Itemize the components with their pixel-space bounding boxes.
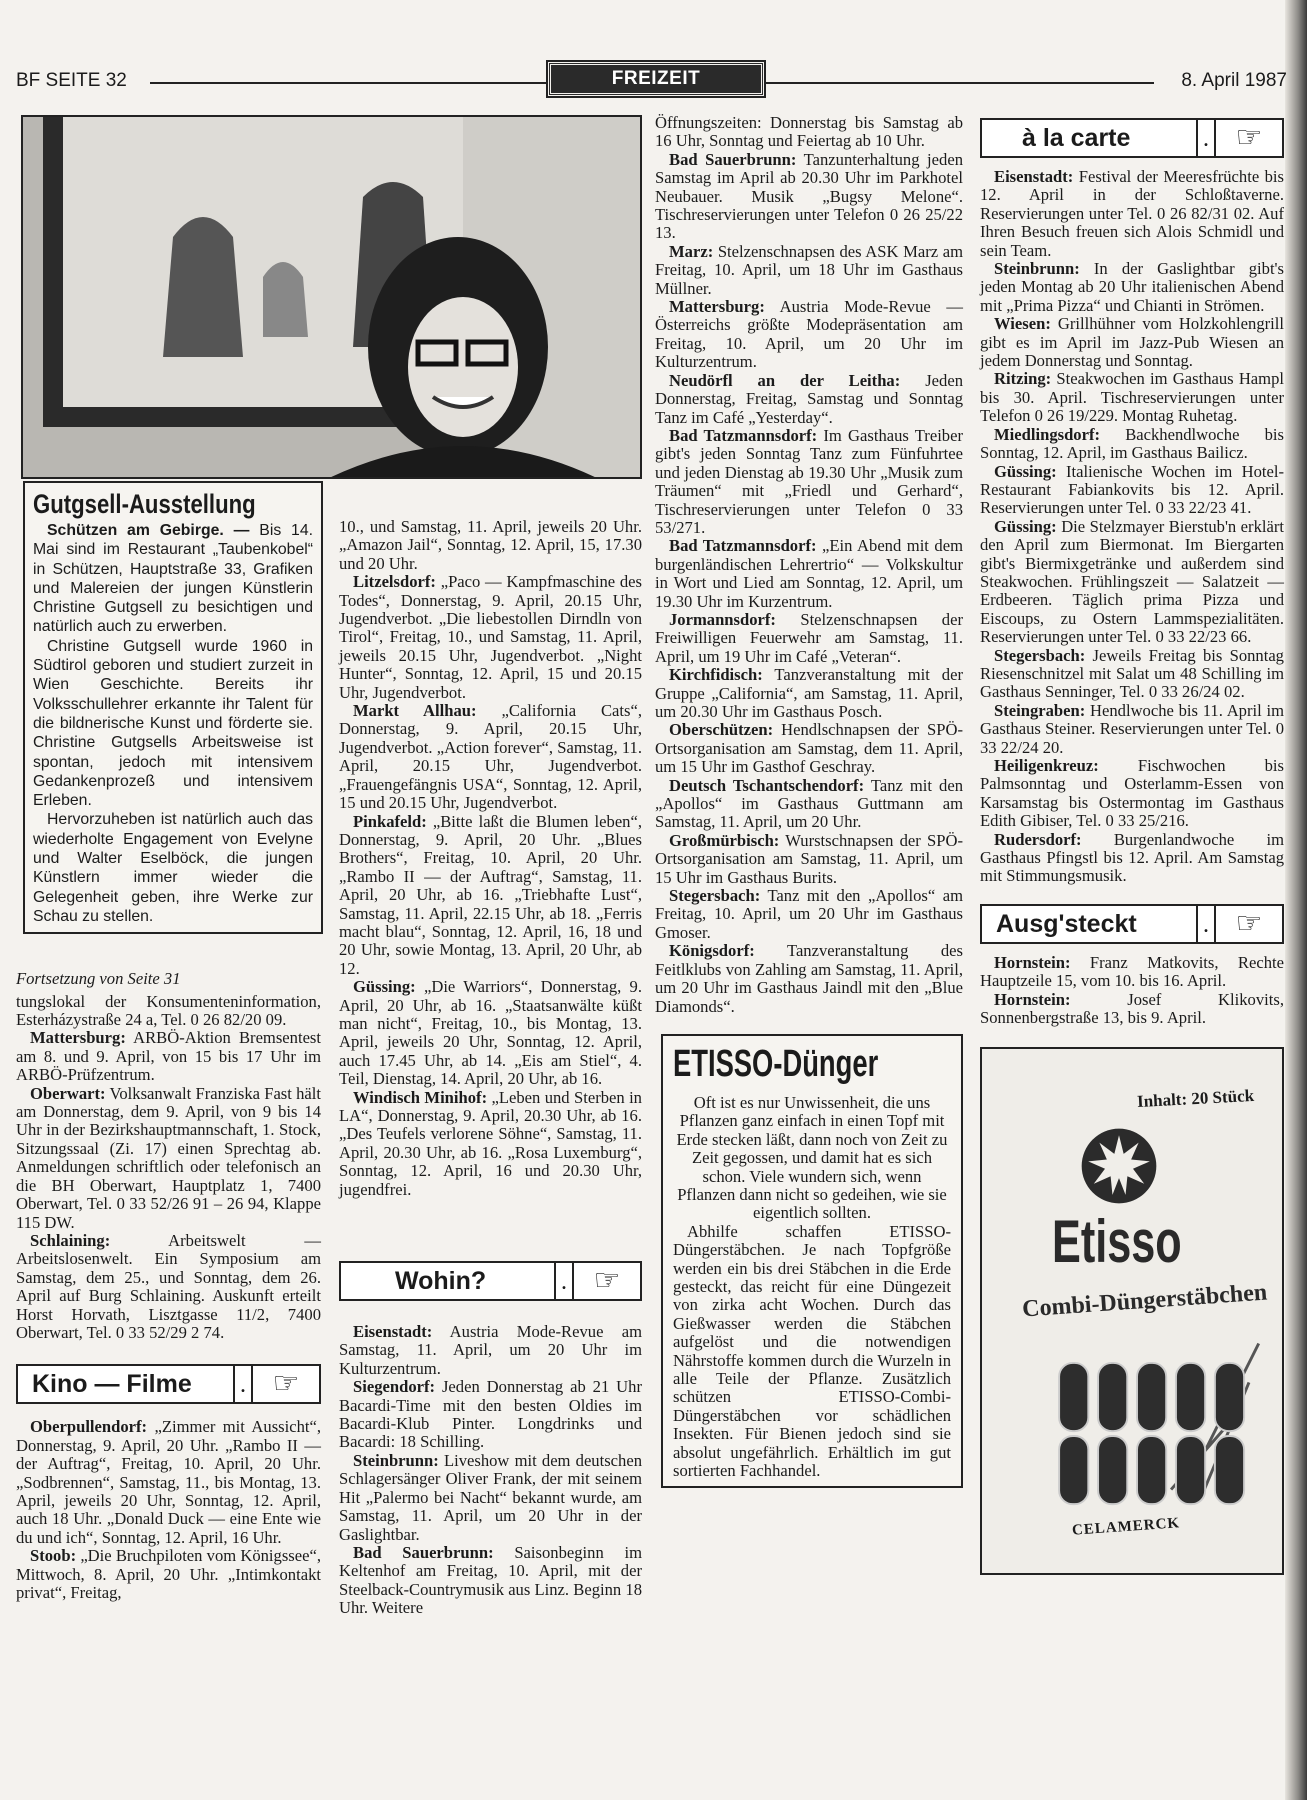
article-paragraph: Bis 14. Mai sind im Restaurant „Taubenkobel“ in Schützen, Hauptstraße 33, Grafiken und Malereien der jungen Künstlerin Christine Gutgsell zu besichtigen und natürlich auch zu erwerben. [33,522,314,636]
listing-entry [16,1418,321,1547]
sun-logo-icon [1077,1124,1161,1208]
listing-place: Ritzing: [994,369,1052,389]
listing-place: Bad Tatzmannsdorf: [669,536,817,556]
listing-text: Tanz mit den „Apollos“ im Gasthaus Guttmann am Samstag, 11. April, um 20 Uhr. [655,775,963,832]
listing-text: Jeweils Freitag bis Sonntag Riesenschnitzel mit Salat um 48 Schilling im Gasthaus Senninger, Tel. 0 33 26/24 02. [980,645,1284,702]
column-1 [16,970,321,1602]
listing-place: Litzelsdorf: [353,572,436,592]
listing-text: Hendlschnapsen der SPÖ-Ortsorganisation am Samstag, dem 11. April, um 15 Uhr im Gasthof Geschray. [655,720,964,777]
listing-entry [16,1547,321,1602]
listing-place: Güssing: [353,977,416,997]
listing-entry [16,993,321,1030]
listing-entry [655,151,963,243]
listing-entry [339,573,642,702]
listing-place: Bad Sauerbrunn: [669,149,797,169]
listing-entry [655,114,963,151]
section-title: Wohin? [395,1267,487,1296]
listing-text: Saisonbeginn im Keltenhof am Freitag, 10. April, mit der Steelback-Countrymusik aus Linz. Beginn 18 Uhr. Weitere [339,1542,642,1618]
listing-entry [16,1029,321,1084]
listing-text: Jeden Donnerstag, Freitag, Samstag und Sonntag Tanz im Café „Yesterday“. [655,370,963,427]
listing-place: Rudersdorf: [994,829,1082,849]
listing-text: „Zimmer mit Aussicht“, Donnerstag, 9. April, 20 Uhr. „Rambo II — der Auftrag“, Freitag, 10. April, 20 Uhr. „Sodbrennen“, Samstag, 11., bis Montag, 13. April, jeweils 20 Uhr, Sonntag, 12. April, auch 18 Uhr. „Donald Duck — eine Ente wie du und ich“, Sonntag, 12. April, 16 Uhr. [16,1417,322,1547]
left-flow [16,481,323,1602]
listing-place: Mattersburg: [30,1028,126,1048]
listing-text: Josef Klikovits, Sonnenbergstraße 13, bis 9. April. [980,989,1284,1028]
listing-text: Burgenlandwoche im Gasthaus Pfingstl bis 12. April. Am Samstag mit Stimmungsmusik. [980,829,1284,886]
listing-text: Stelzenschnapsen der Freiwilligen Feuerwehr am Samstag, 11. April, um 19 Uhr im Café „Veteran“. [655,609,963,666]
page-number: BF SEITE 32 [16,70,127,91]
listing-text: Volksanwalt Franziska Fast hält am Donnerstag, dem 9. April, von 9 bis 14 Uhr in der Bezirkshauptmannschaft, 1. Stock, Sitzungssaal (Zi. 17) einen Sprechtag ab. Anmeldungen schriftlich oder telefonisch an die BH Oberwart, Hauptplatz 1, 7400 Oberwart, Tel. 0 33 52/26 91 – 26 94, Klappe 115 DW. [16,1083,321,1232]
listing-place: Königsdorf: [669,941,755,961]
section-title: à la carte [1022,124,1131,152]
fertilizer-article [661,1034,963,1489]
section-label: FREIZEIT [548,62,764,96]
article-body: Abhilfe schaffen ETISSO-Düngerstäbchen. Je nach Topfgröße werden ein bis drei Stäbchen in die Erde gesteckt, das reicht für eine Düngezeit von zirka acht Wochen. Durch das Gießwasser werden die Stäbchen aufgelöst und die notwendigen Nährstoffe kommen durch die Wurzeln in alle Teile der Pflanze. Zusätzlich schützen ETISSO-Combi-Düngerstäbchen vor schädlichen Insekten. Für Bienen jedoch sind sie absolut ungefährlich. Erhältlich im gut sortierten Fachhandel. [673,1221,951,1481]
pointing-hand-icon: ☞ [272,1366,300,1402]
listing-text: tungslokal der Konsumenteninformation, Esterházystraße 24 a, Tel. 0 26 82/20 09. [16,991,321,1030]
listing-place: Windisch Minihof: [353,1087,488,1107]
product-brand: Etisso [1052,1208,1182,1276]
listing-place: Siegendorf: [353,1377,436,1397]
article-headline: ETISSO-Dünger [673,1042,879,1085]
section-title: Ausg'steckt [996,909,1137,938]
column-3 [655,114,963,1016]
dot-marker: . [1196,906,1216,942]
listing-place: Oberpullendorf: [30,1417,148,1437]
listing-text: Im Gasthaus Treiber gibt's jeden Sonntag Tanz zum Fünfuhrtee und jeden Dienstag ab 19.30 Uhr „Musik zum Träumen“ mit „Friedl und Gerhard“, Tischreservierungen unter Telefon 0 33 53/271. [655,425,963,537]
listing-entry [980,647,1284,702]
column-4-flow [980,118,1284,1575]
listing-place: Mattersburg: [669,297,765,317]
article-paragraph: Hervorzuheben ist natürlich auch das wiederholte Engagement von Evelyne und Walter Eselböck, die jungen Künstlern immer wieder die Gelegenheit geben, ihre Werke zur Schau zu stellen. [33,811,313,925]
listing-place: Bad Sauerbrunn: [353,1542,494,1562]
manufacturer: CELAMERCK [1071,1515,1181,1540]
listing-entry [980,518,1284,647]
listing-text: „California Cats“, Donnerstag, 9. April, 20.15 Uhr, Jugendverbot. „Action forever“, Samstag, 11. April, 20.15 Uhr, Jugendverbot. „Frauengefängnis USA“, Sonntag, 12. April, 15 und 20.15 Uhr, Jugendverbot. [339,701,643,813]
listing-text: ARBÖ-Aktion Bremsentest am 8. und 9. April, von 15 bis 17 Uhr im ARBÖ-Prüfzentrum. [16,1028,322,1085]
dateline: Schützen am Gebirge. — [47,522,250,539]
listing-text: Die Stelzmayer Bierstub'n erklärt den April zum Biermonat. Im Biergarten gibt's Biermixgetränke und außerdem sind Steakwochen. Frühlingszeit — Salatzeit — Erdbeeren. Täglich prima Pizza und Eiscoups, zu Ostern Lammspezialitäten. Reservierungen unter Tel. 0 33 22/23 66. [980,516,1284,647]
listing-place: Oberschützen: [669,720,774,740]
listing-place: Güssing: [994,461,1057,481]
exhibition-article [23,481,323,934]
section-header-ausgsteckt [980,904,1284,944]
artist-photo [21,115,642,479]
listing-place: Eisenstadt: [353,1322,433,1342]
listing-place: Neudörfl an der Leitha: [669,370,901,390]
listing-entry [980,426,1284,463]
pointing-hand-icon: ☞ [593,1263,621,1299]
product-name: Combi-Düngerstäbchen [1021,1279,1268,1323]
listing-text: Liveshow mit dem deutschen Schlagersänger Oliver Frank, der mit seinem Hit „Palermo bei Nacht“ bekannt wurde, am Samstag, 11. April, um 20 Uhr in der Gaslightbar. [339,1450,642,1544]
listing-text: „Die Warriors“, Donnerstag, 9. April, 20 Uhr, ab 16. „Staatsanwälte küßt man nicht“, Freitag, 10., bis Montag, 13. April, jeweils 20 Uhr, Sonntag, 12. April, auch 17.45 Uhr, ab 14. „Eis am Stiel“, 4. Teil, Dienstag, 14. April, 20 Uhr, ab 16. [339,977,642,1089]
fertilizer-sticks-illustration [1002,1324,1272,1509]
listing-entry [655,721,963,776]
listing-entry [980,702,1284,757]
listing-text: Grillhühner vom Holzkohlengrill gibt es im April im Jazz-Pub Wiesen an jedem Donnerstag und Sonntag. [980,314,1284,371]
listing-entry [655,611,963,666]
column-4 [980,118,1284,1027]
listing-place: Steingraben: [994,700,1086,720]
listing-entry [980,168,1284,260]
listing-entry [980,315,1284,370]
header-rule [150,82,548,84]
article-headline: Gutgsell-Ausstellung [33,489,256,519]
listing-text: Tanzveranstaltung des Feitlklubs von Zahling am Samstag, 11. April, um 20 Uhr im Gasthaus Jaindl mit den „Blue Diamonds“. [655,941,963,1016]
listing-entry [655,298,963,372]
listing-text: Tanz mit den „Apollos“ am Freitag, 10. April, um 20 Uhr im Gasthaus Gmoser. [655,886,963,942]
listing-entry [16,1085,321,1232]
listing-entry [980,991,1284,1028]
listing-text: Arbeitswelt — Arbeitslosenwelt. Ein Symposium am Samstag, dem 25., und Sonntag, dem 26. April auf Burg Schlaining. Auskunft erteilt Horst Horvath, Lisztgasse 11/2, 7400 Oberwart, Tel. 0 33 52/29 2 74. [16,1230,321,1342]
listing-text: Fischwochen bis Palmsonntag und Osterlamm-Essen von Karsamstag bis Ostermontag im Gasthaus Edith Gibiser, Tel. 0 33 25/216. [980,756,1284,831]
listing-place: Heiligenkreuz: [994,756,1099,775]
listing-place: Hornstein: [994,989,1071,1009]
listing-place: Steinbrunn: [353,1450,439,1470]
section-title: Kino — Filme [32,1370,192,1399]
dot-marker: . [554,1263,574,1299]
listing-place: Steinbrunn: [994,259,1080,279]
listing-text: „Ein Abend mit dem burgenländischen Lehrertrio“ — Volkskultur in Wort und Lied am Sonntag, 12. April, um 19.30 Uhr im Kurzentrum. [655,536,963,611]
listing-text: Italienische Wochen im Hotel-Restaurant Fabiankovits bis 12. April. Reservierungen unter Tel. 0 33 22/23 41. [980,461,1284,518]
dot-marker: . [233,1366,253,1402]
listing-place: Stegersbach: [669,886,761,906]
listing-entry [339,1452,642,1544]
listing-entry [980,757,1284,831]
listing-place: Marz: [669,241,714,261]
listing-entry [655,372,963,427]
listing-place: Schlaining: [30,1230,111,1250]
listing-place: Kirchfidisch: [669,665,763,685]
article-paragraph: Christine Gutgsell wurde 1960 in Südtirol geboren und studiert zurzeit in Wien Geschichte. Bereits ihr Volksschullehrer erkannte ihr Talent für die bildnerische Kunst und förderte sie. Christine Gutgsells Arbeitsweise ist spontan, jedoch mit intensivem Gedankenprozeß und intensivem Erleben. [33,637,313,810]
listing-text: Jeden Donnerstag ab 21 Uhr Bacardi-Time mit den besten Oldies im Bacardi-Klub Pinter. Longdrinks und Bacardi: 18 Schilling. [339,1377,642,1452]
listing-entry [655,666,963,721]
issue-date: 8. April 1987 [1181,70,1287,91]
listing-entry [339,1544,642,1618]
listing-text: „Leben und Sterben in LA“, Donnerstag, 9. April, 20.30 Uhr, ab 16. „Des Teufels verlorene Söhne“, Samstag, 11. April, 20.30 Uhr, ab 16. „Rosa Luxemburg“, Sonntag, 12. April, 16 und 20.30 Uhr, jugendfrei. [339,1087,642,1199]
listing-entry [339,1089,642,1199]
listing-text: Tanzunterhaltung jeden Samstag im April ab 20.30 Uhr im Parkhotel Neubauer. Musik „Bugsy Melone“. Tischreservierungen unter Telefon 0 26 25/22 13. [655,149,963,243]
listing-place: Hornstein: [994,952,1071,972]
listing-place: Güssing: [994,516,1057,536]
listing-text: In der Gaslightbar gibt's jeden Montag ab 20 Uhr italienischen Abend mit „Prima Pizza“ und Chianti in Strömen. [980,259,1284,315]
listing-text: Franz Matkovits, Rechte Hauptzeile 15, vom 10. bis 16. April. [980,952,1284,991]
listing-entry [655,777,963,832]
listing-entry [339,702,642,812]
listing-text: „Bitte laßt die Blumen leben“, Donnerstag, 9. April, 20 Uhr. „Blues Brothers“, Freitag, 10. April, 20 Uhr. „Rambo II — der Auftrag“, Samstag, 11. April, 20 Uhr, ab 16. „Triebhafte Lust“, Samstag, 11. April, 22.15 Uhr, ab 18. „Ferris macht blau“, Sonntag, 12. April, 16, 18 und 20 Uhr, sowie Montag, 13. April, 20 Uhr, ab 12. [339,811,642,978]
listing-entry [16,1232,321,1342]
listing-place: Jormannsdorf: [669,609,776,629]
listing-entry [655,427,963,537]
listing-text: Hendlwoche bis 11. April im Gasthaus Steiner. Reservierungen unter Tel. 0 33 22/24 20. [980,700,1284,757]
listing-entry [980,370,1284,425]
continuation-note: Fortsetzung von Seite 31 [16,969,181,989]
package-content: Inhalt: 20 Stück [1136,1086,1255,1112]
listing-text: Austria Mode-Revue am Samstag, 11. April, um 20 Uhr im Kulturzentrum. [339,1322,642,1378]
listing-place: Stegersbach: [994,645,1086,665]
listing-place: Großmürbisch: [669,830,780,850]
header-rule [764,82,1154,84]
column-3-flow [655,114,963,1488]
listing-place: Deutsch Tschantschendorf: [669,775,865,795]
listing-entry [655,832,963,887]
listing-text: Steakwochen im Gasthaus Hampl bis 30. April. Tischreservierungen unter Telefon 0 26 19/229. Montag Ruhetag. [980,369,1284,426]
section-header-kino [16,1364,321,1404]
dot-marker: . [1196,120,1216,156]
listing-place: Bad Tatzmannsdorf: [669,425,818,445]
listing-entry [980,463,1284,518]
listing-text: „Paco — Kampfmaschine des Todes“, Donnerstag, 9. April, 20.15 Uhr, Jugendverbot. „Die liebestollen Dirndln von Tirol“, Freitag, 10., und Samstag, 11. April, jeweils 20.15 Uhr, Jugendverbot. „Night Hunter“, Sonntag, 12. April, 15 und 20.15 Uhr, Jugendverbot. [339,572,642,702]
listing-entry [655,942,963,1016]
section-header-a-la-carte [980,118,1284,158]
pointing-hand-icon: ☞ [1235,120,1263,155]
listing-text: Wurstschnapsen der SPÖ-Ortsorganisation am Samstag, 11. April, um 15 Uhr im Gasthaus Burits. [655,830,963,887]
article-intro: Oft ist es nur Unwissenheit, die uns Pflanzen ganz einfach in einen Topf mit Erde stecken läßt, dann noch von Zeit zu Zeit gegossen, und damit hat es sich schon. Viele wundern sich, wenn Pflanzen dann nicht so gedeihen, wie sie eigentlich sollten. [676,1092,948,1223]
listing-entry [339,978,642,1088]
section-header-wohin [339,1261,642,1301]
listing-place: Oberwart: [30,1083,106,1103]
listing-entry [980,260,1284,315]
page-edge-shadow [1285,0,1307,1800]
listing-text: Öffnungszeiten: Donnerstag bis Samstag ab 16 Uhr, Sonntag und Feiertag ab 10 Uhr. [655,113,963,151]
listing-text: „Die Bruchpiloten vom Königssee“, Mittwoch, 8. April, 20 Uhr. „Intimkontakt privat“, Freitag, [16,1546,321,1603]
listing-place: Eisenstadt: [994,167,1074,186]
pointing-hand-icon: ☞ [1235,905,1263,941]
listing-entry [980,831,1284,886]
product-image [980,1047,1284,1575]
listing-entry [339,1323,642,1378]
listing-entry [339,1378,642,1452]
listing-text: Tanzveranstaltung mit der Gruppe „California“, am Samstag, 11. April, um 20.30 Uhr im Gasthaus Posch. [655,665,963,721]
listing-entry [655,243,963,298]
listing-place: Stoob: [30,1546,77,1566]
listing-text: Backhendlwoche bis Sonntag, 12. April, im Gasthaus Bailicz. [980,424,1284,463]
column-2 [339,518,642,1618]
listing-text: Austria Mode-Revue — Österreichs größte Modepräsentation am Freitag, 10. April, um 20 Uhr im Kulturzentrum. [655,297,963,372]
listing-entry [655,887,963,942]
listing-text: Stelzenschnapsen des ASK Marz am Freitag, 10. April, um 18 Uhr im Gasthaus Müllner. [655,241,963,298]
listing-place: Wiesen: [994,314,1051,334]
listing-place: Pinkafeld: [353,811,427,831]
listing-place: Miedlingsdorf: [994,424,1101,444]
listing-entry [655,537,963,611]
listing-place: Markt Allhau: [353,701,477,721]
listing-text: 10., und Samstag, 11. April, jeweils 20 Uhr. „Amazon Jail“, Sonntag, 12. April, 15, 17.30 und 20 Uhr. [339,517,642,573]
listing-entry [339,813,642,979]
listing-entry [339,518,642,573]
listing-entry [980,954,1284,991]
listing-text: Festival der Meeresfrüchte bis 12. April in der Schloßtaverne. Reservierungen unter Tel. 0 26 82/31 02. Auf Ihren Besuch freuen sich Alois Schmidl und sein Team. [980,167,1284,260]
